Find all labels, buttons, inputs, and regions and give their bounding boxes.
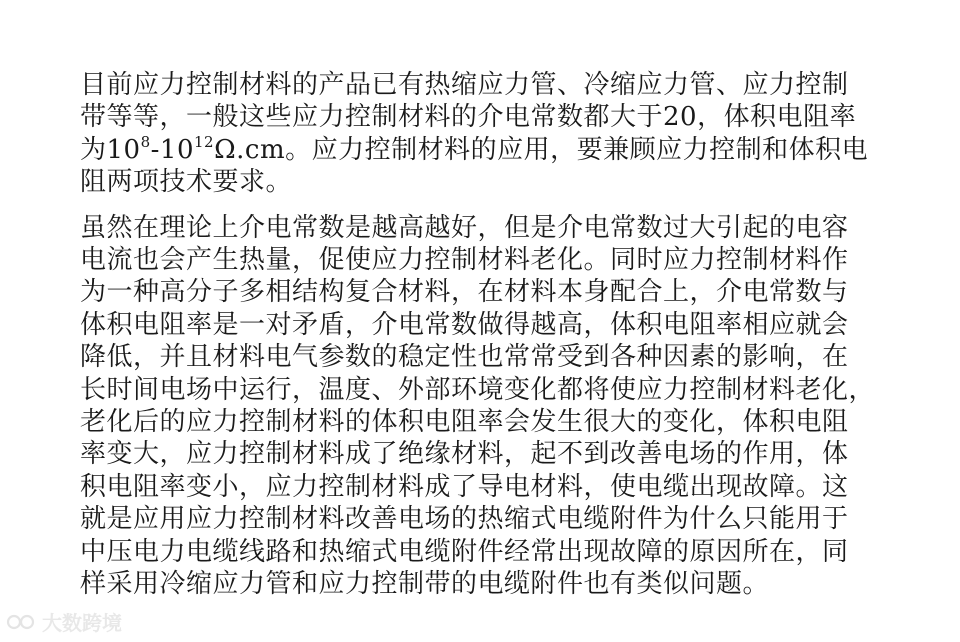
paragraph-line: 降低，并且材料电气参数的稳定性也常常受到各种因素的影响，在 <box>80 342 849 373</box>
paragraph-line: 中压电力电缆线路和热缩式电缆附件经常出现故障的原因所在，同 <box>80 536 849 567</box>
paragraph-line: 带等等，一般这些应力控制材料的介电常数都大于20，体积电阻率 <box>80 102 857 133</box>
paragraph-line: 阻两项技术要求。 <box>80 167 293 198</box>
paragraph-line: 样采用冷缩应力管和应力控制带的电缆附件也有类似问题。 <box>80 569 770 600</box>
paragraph-line: 积电阻率变小，应力控制材料成了导电材料，使电缆出现故障。这 <box>80 471 849 502</box>
paragraph-line: 电流也会产生热量，促使应力控制材料老化。同时应力控制材料作 <box>80 245 849 276</box>
paragraph-1 <box>80 69 880 199</box>
paragraph-line: 率变大，应力控制材料成了绝缘材料，起不到改善电场的作用，体 <box>80 439 849 470</box>
resistivity-prefix: 为10 <box>80 134 141 165</box>
paragraph-line: 长时间电场中运行，温度、外部环境变化都将使应力控制材料老化， <box>80 374 876 405</box>
exponent-low: 8 <box>140 132 151 151</box>
paragraph-line-resistivity <box>80 134 880 166</box>
document-body <box>80 69 880 601</box>
watermark <box>6 607 122 636</box>
paragraph-line: 虽然在理论上介电常数是越高越好，但是介电常数过大引起的电容 <box>80 212 849 243</box>
exponent-high: 12 <box>194 132 215 151</box>
watermark-text: 大数跨境 <box>42 611 122 635</box>
paragraph-line: 为一种高分子多相结构复合材料，在材料本身配合上，介电常数与 <box>80 277 849 308</box>
paragraph-line: 就是应用应力控制材料改善电场的热缩式电缆附件为什么只能用于 <box>80 504 849 535</box>
paragraph-line: 体积电阻率是一对矛盾，介电常数做得越高，体积电阻率相应就会 <box>80 309 849 340</box>
resistivity-mid: -10 <box>150 134 195 165</box>
paragraph-2 <box>80 212 880 601</box>
brand-logo-icon <box>6 612 36 632</box>
resistivity-suffix: Ω.cm。应力控制材料的应用，要兼顾应力控制和体积电 <box>214 134 869 165</box>
paragraph-line: 目前应力控制材料的产品已有热缩应力管、冷缩应力管、应力控制 <box>80 70 849 100</box>
paragraph-line: 老化后的应力控制材料的体积电阻率会发生很大的变化，体积电阻 <box>80 407 849 438</box>
